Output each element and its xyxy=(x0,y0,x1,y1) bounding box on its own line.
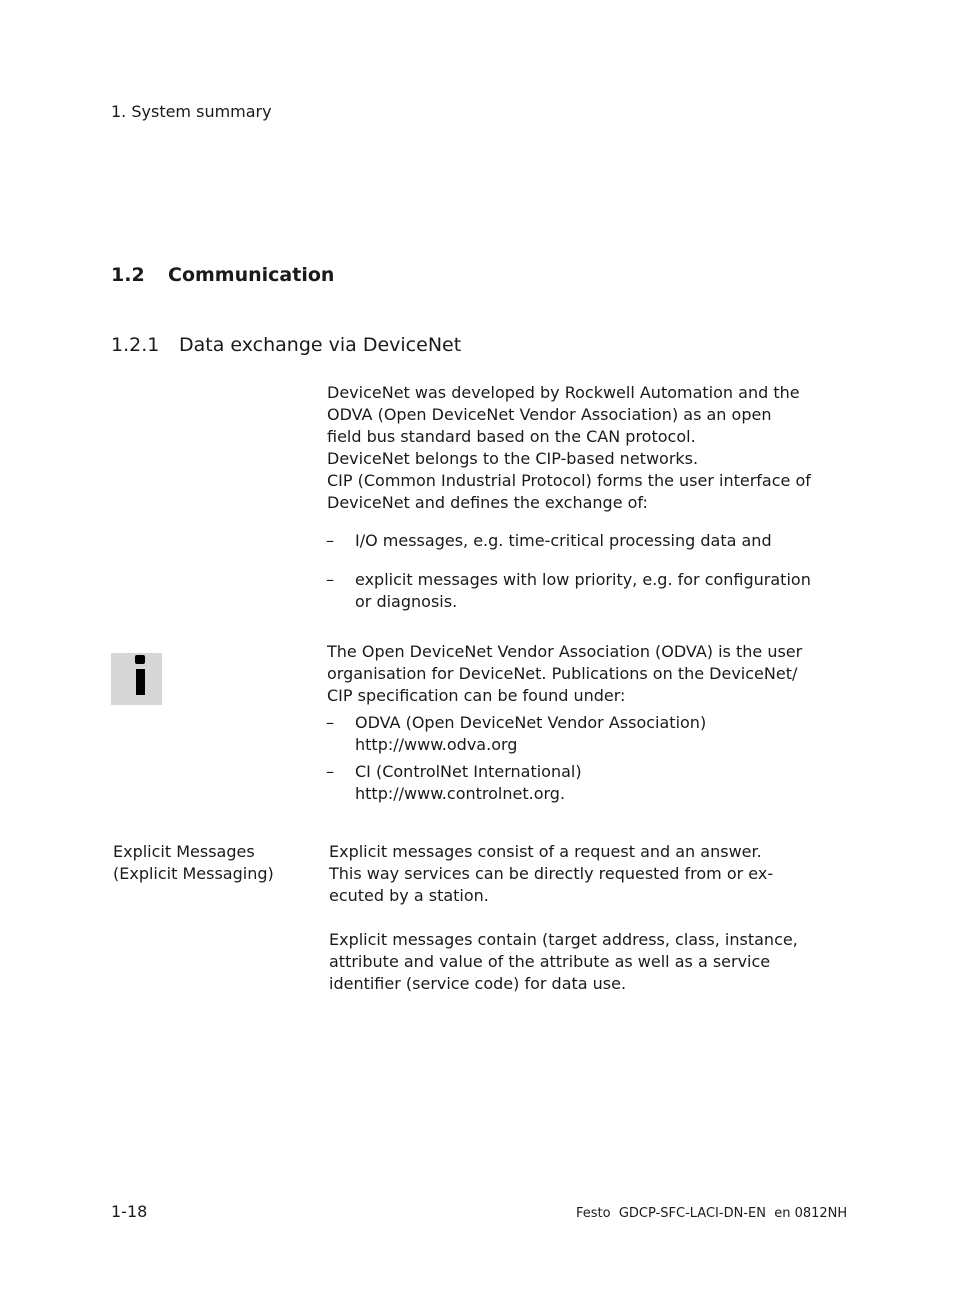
intro-paragraph xyxy=(327,382,811,514)
list-item xyxy=(326,530,796,552)
paragraph-line: This way services can be directly requested from or ex- xyxy=(329,864,774,883)
paragraph-line: identifier (service code) for data use. xyxy=(329,974,627,993)
list-item xyxy=(326,761,796,805)
list-dash: – xyxy=(326,570,334,589)
explicit-paragraph-2 xyxy=(329,929,798,995)
intro-line: CIP (Common Industrial Protocol) forms the user interface of xyxy=(327,471,811,490)
list-item-text: I/O messages, e.g. time-critical processing data and xyxy=(355,531,772,550)
subsection-title: Data exchange via DeviceNet xyxy=(179,334,462,356)
info-note-line: organisation for DeviceNet. Publications on the DeviceNet/ xyxy=(327,664,798,683)
intro-line: DeviceNet and defines the exchange of: xyxy=(327,493,648,512)
explicit-paragraph-1 xyxy=(329,841,773,907)
page-number: 1-18 xyxy=(111,1202,148,1221)
margin-label xyxy=(113,841,274,885)
subsection-number: 1.2.1 xyxy=(111,334,160,356)
odva-link[interactable]: http://www.odva.org xyxy=(355,735,518,754)
info-icon xyxy=(111,653,162,705)
list-dash: – xyxy=(326,762,334,781)
intro-line: ODVA (Open DeviceNet Vendor Association) as an open xyxy=(327,405,772,424)
list-item xyxy=(326,569,811,613)
document-id: Festo GDCP-SFC-LACI-DN-EN en 0812NH xyxy=(576,1206,848,1221)
intro-line: field bus standard based on the CAN protocol. xyxy=(327,427,696,446)
paragraph-line: ecuted by a station. xyxy=(329,886,489,905)
list-item-text: or diagnosis. xyxy=(355,592,458,611)
info-icon-stem xyxy=(136,669,145,695)
controlnet-link[interactable]: http://www.controlnet.org. xyxy=(355,784,566,803)
info-note-line: CIP specification can be found under: xyxy=(327,686,626,705)
section-number: 1.2 xyxy=(111,264,145,286)
margin-label-line: (Explicit Messaging) xyxy=(113,864,274,883)
list-item xyxy=(326,712,796,756)
intro-line: DeviceNet belongs to the CIP-based networks. xyxy=(327,449,699,468)
info-note-line: The Open DeviceNet Vendor Association (ODVA) is the user xyxy=(327,642,803,661)
subsection-heading xyxy=(111,334,461,356)
paragraph-line: attribute and value of the attribute as well as a service xyxy=(329,952,771,971)
info-note-text xyxy=(327,641,802,707)
list-item-text: ODVA (Open DeviceNet Vendor Association) xyxy=(355,713,707,732)
intro-line: DeviceNet was developed by Rockwell Automation and the xyxy=(327,383,800,402)
list-dash: – xyxy=(326,713,334,732)
list-dash: – xyxy=(326,531,334,550)
list-item-text: explicit messages with low priority, e.g. for configuration xyxy=(355,570,811,589)
section-heading xyxy=(111,264,334,286)
section-title: Communication xyxy=(168,264,335,286)
paragraph-line: Explicit messages consist of a request and an answer. xyxy=(329,842,762,861)
margin-label-line: Explicit Messages xyxy=(113,842,255,861)
info-icon-dot xyxy=(135,655,145,664)
running-head: 1. System summary xyxy=(111,102,272,121)
paragraph-line: Explicit messages contain (target address, class, instance, xyxy=(329,930,798,949)
list-item-text: CI (ControlNet International) xyxy=(355,762,582,781)
